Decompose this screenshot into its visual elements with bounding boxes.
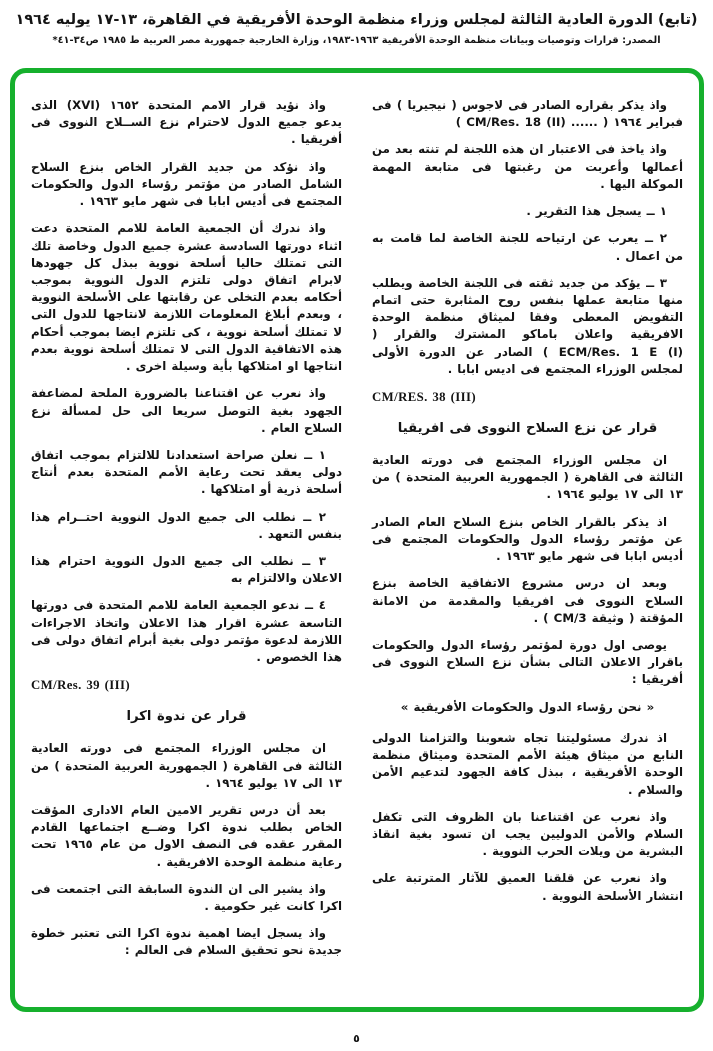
paragraph: واذ ياخذ فى الاعتبار ان هذه اللجنة لم تنته بعد من أعمالها وأعربت من رغبتها فى متابعة المهمة الموكلة اليها . (372, 142, 683, 191)
paragraph: واذ يشير الى ان الندوة السابقة التى اجتمعت فى اكرا كانت غير حكومية . (31, 881, 342, 914)
paragraph: واذ يذكر بقراره الصادر فى لاجوس ( نيجيريا ) فى فبراير ١٩٦٤ ( ...... CM/Res. 18 (II) ) (372, 98, 683, 130)
page-number: ٥ (353, 1032, 360, 1045)
column-left (31, 97, 342, 1001)
paragraph: واذ نعرب عن اقتناعنا بالضرورة الملحة لمضاعفة الجهود بغية التوصل سريعا الى حل لمسألة نزع السلاح العام . (31, 386, 342, 435)
numbered-clause: ٣ ــ يؤكد من جديد ثقته فى اللجنة الخاصة ويطلب منها متابعة عملها بنفس روح المثابرة حتى اتمام التفويض المعطى وفقا لميثاق منظمة الوحدة الافريقية واعلان باماكو المشترك والقرار ( ECM/Res. 1 E (I) ) الصادر عن الدورة الأولى لمجلس الوزراء المجتمع فى اديس ابابا . (372, 275, 683, 376)
numbered-clause: ٢ ــ يعرب عن ارتياحه للجنة الخاصة لما قامت به من اعمال . (372, 231, 683, 263)
numbered-clause: ١ ــ يسجل هذا التقرير . (526, 204, 667, 219)
paragraph: واذ نعرب عن اقتناعنا بان الظروف التى تكفل السلام والأمن الدوليين يجب ان تسود بغية انقاذ البشرية من ويلات الحرب النووية . (372, 809, 683, 859)
header-title: (تابع) الدورة العادية الثالثة لمجلس وزراء منظمة الوحدة الأفريقية في القاهرة، ١٣-١٧ يوليه ١٩٦٤ (15, 12, 698, 28)
numbered-clause: ١ ــ نعلن صراحة استعدادنا للالتزام بموجب اتفاق دولى يعقد تحت رعاية الأمم المتحدة بعدم أنتاج أسلحة ذرية أو امتلاكها . (31, 447, 342, 497)
paragraph: واذ نؤيد قرار الامم المتحدة ١٦٥٢ (XVI) الذى يدعو جميع الدول لاحترام نزع الســلاح النووى فى أفريقيا . (31, 98, 342, 147)
paragraph: ان مجلس الوزراء المجتمع فى دورته العادية الثالثة فى القاهرة ( الجمهورية العربية المتحدة ) من ١٣ الى ١٧ يوليو ١٩٦٤ . (31, 741, 342, 790)
paragraph: وبعد ان درس مشروع الاتفاقية الخاصة بنزع السلاح النووى فى افريقيا والمقدمة من الامانة المؤقتة ( وثيقة CM/3 ) . (372, 576, 683, 625)
paragraph: بعد أن درس تقرير الامين العام الادارى المؤقت الخاص بطلب ندوة اكرا وضــع اجتماعها القادم المقرر عقده فى النصف الاول من عام ١٩٦٥ تحت رعاية منظمة الوحدة الافريقية . (31, 802, 342, 869)
resolution-title: قرار عن ندوة اكرا (126, 709, 247, 725)
numbered-clause: ٢ ــ نطلب الى جميع الدول النووية احتــرام هذا بنفس التعهد . (31, 509, 342, 541)
green-frame (10, 68, 704, 1012)
column-right (372, 97, 683, 1001)
two-column-layout (31, 97, 683, 1001)
paragraph: اذ ندرك مسئوليتنا تجاه شعوبنا والتزامنا الدولى النابع من ميثاق هيئة الأمم المتحدة وميثاق منظمة الوحدة الأفريقية ، ببذل كافة الجهود لتدعيم الأمن والسلام . (372, 730, 683, 797)
numbered-clause: ٣ ــ نطلب الى جميع الدول النووية احترام هذا الاعلان والالتزام به (31, 554, 342, 586)
resolution-code: CM/Res. 39 (III) (31, 678, 131, 693)
paragraph: يوصى اول دورة لمؤتمر رؤساء الدول والحكومات باقرار الاعلان التالى بشأن نزع السلاح النووى فى أفريقيا : (372, 637, 683, 687)
declaration-quote: « نحن رؤساء الدول والحكومات الأفريقية » (400, 699, 655, 714)
header-source: المصدر: قرارات وتوصيات وبيانات منظمة الوحدة الأفريقية ١٩٦٣-١٩٨٣، وزارة الخارجية جمهورية مصر العربية ط ١٩٨٥ ص٣٤-٤١* (52, 35, 661, 46)
paragraph: واذ ندرك أن الجمعية العامة للامم المتحدة دعت اثناء دورتها السادسة عشرة جميع الدول وخاصة تلك التى تمتلك حاليا أسلحة نووية ببذل كل جهودها لابرام اتفاق دولى تلتزم الدول النووية بموجب أحكامه بعدم التخلى عن رقابتها على الأسلحة النووية ، وبعدم أبلاغ المعلومات اللازمة لانتاجها للدول التى لا تمتلك أسلحة نووية ، كى تلتزم ايضا بموجب أحكام هذه الاتفاقية الدول التى لا تمتلك أسلحة نووية بعدم انتاجها او امتلاكها بأية وسيلة اخرى . (31, 221, 342, 374)
paragraph: واذ يسجل ايضا اهمية ندوة اكرا التى تعتبر خطوة جديدة نحو تحقيق السلام فى العالم : (31, 926, 342, 958)
paragraph: اذ يذكر بالقرار الخاص بنزع السلاح العام الصادر عن مؤتمر رؤساء الدول والحكومات المجتمع فى أديس ابابا فى شهر مايو ١٩٦٣ . (372, 514, 683, 564)
resolution-title: قرار عن نزع السلاح النووى فى افريقيا (397, 420, 658, 436)
paragraph: واذ نعرب عن قلقنا العميق للآثار المترتبة على انتشار الأسلحة النووية . (372, 871, 683, 903)
page-header (0, 0, 713, 46)
paragraph: واذ نؤكد من جديد القرار الخاص بنزع السلاح الشامل الصادر من مؤتمر رؤساء الدول والحكومات المجتمع فى أديس ابابا فى شهر مايو ١٩٦٣ . (31, 159, 342, 209)
numbered-clause: ٤ ــ ندعو الجمعية العامة للامم المتحدة فى دورتها التاسعة عشرة اقرار هذا الاعلان واتخاذ الاجراءات اللازمة لدعوة مؤتمر دولى بغية أبرام اتفاق دولى فى هذا الخصوص . (31, 598, 342, 665)
resolution-code: CM/RES. 38 (III) (372, 390, 477, 405)
paragraph: ان مجلس الوزراء المجتمع فى دورته العادية الثالثة فى القاهرة ( الجمهورية العربية المتحدة ) من ١٣ الى ١٧ يوليو ١٩٦٤ . (372, 453, 683, 502)
